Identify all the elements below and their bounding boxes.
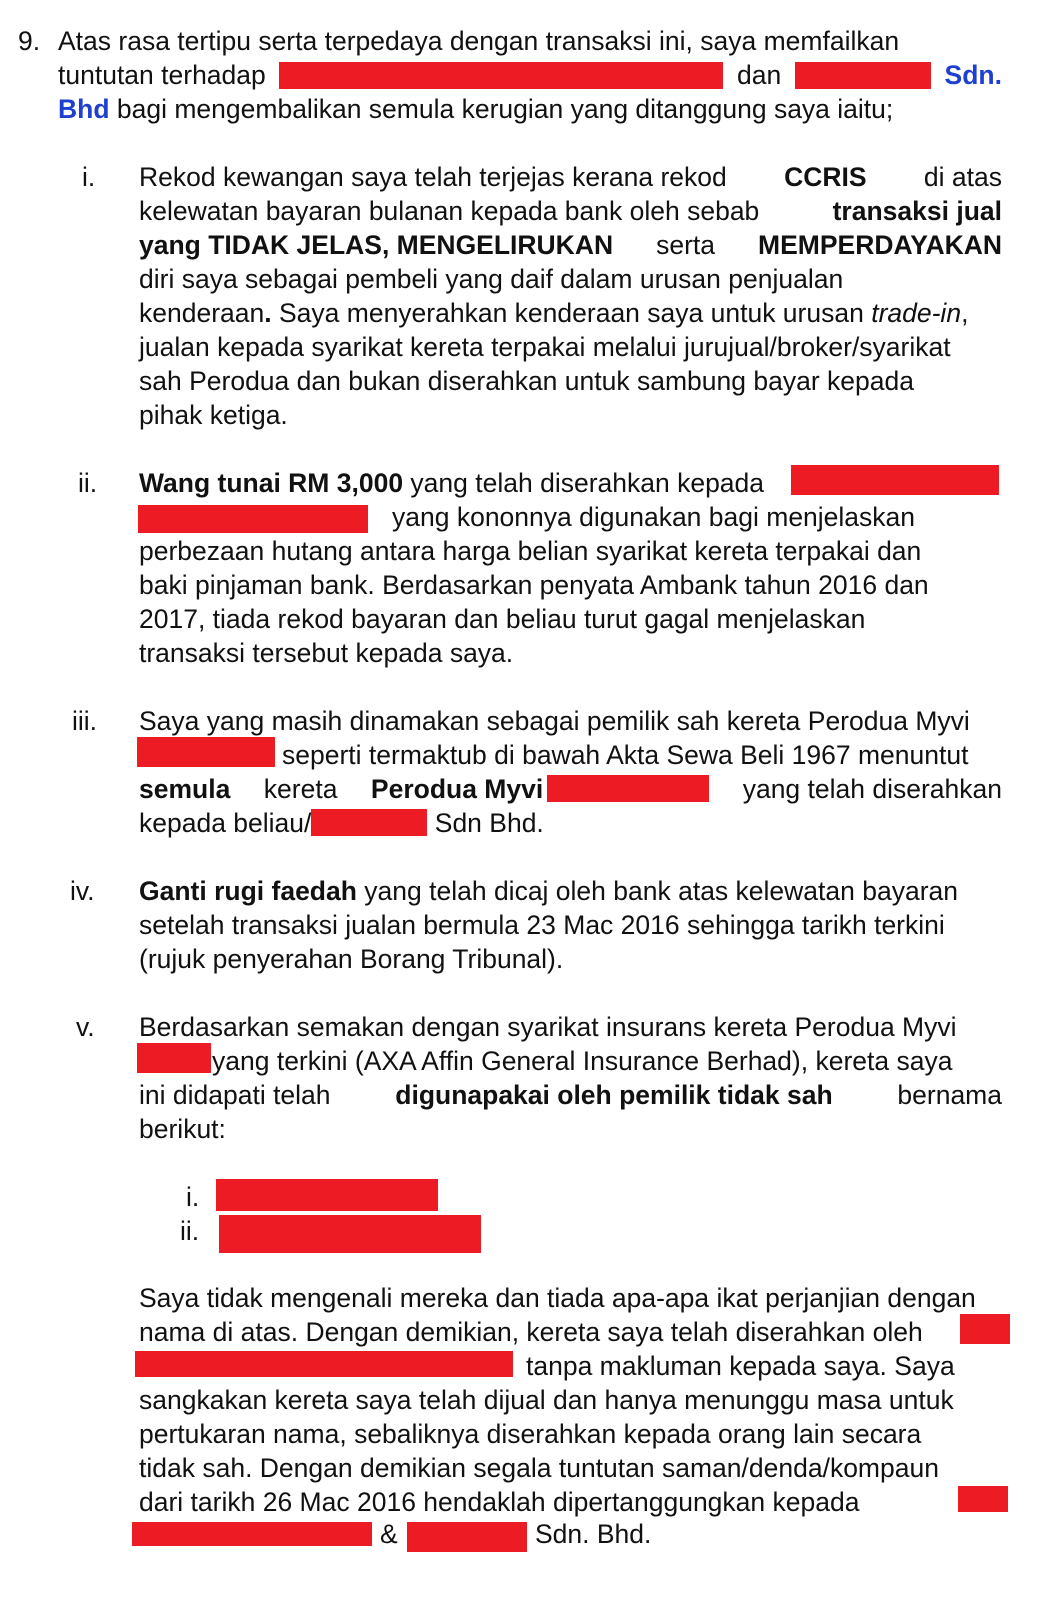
item-ii-line-1 <box>139 466 764 500</box>
text: tuntutan terhadap <box>58 60 266 90</box>
item-v-para-line-6 <box>139 1451 1002 1485</box>
text: seperti termaktub di bawah Akta Sewa Beli 1967 menuntut <box>282 740 969 770</box>
company-suffix: Sdn. <box>944 60 1002 90</box>
text: berikut: <box>139 1114 226 1144</box>
redaction-bar <box>311 809 427 836</box>
redaction-bar <box>960 1314 1010 1344</box>
item-v-para-line-5 <box>139 1417 1002 1451</box>
bold-text: Wang tunai RM 3,000 <box>139 468 404 498</box>
item-v-para-line-8 <box>535 1517 651 1551</box>
text: kelewatan bayaran bulanan kepada bank oleh sebab <box>139 196 760 226</box>
item-i-line-4 <box>139 262 1002 296</box>
redaction-bar <box>138 505 368 533</box>
company-suffix: Bhd <box>58 94 110 124</box>
text: kereta <box>263 774 338 804</box>
paragraph-number: 9. <box>18 26 41 56</box>
redaction-bar <box>216 1179 438 1211</box>
item-v-line-3 <box>139 1078 1002 1112</box>
redaction-bar <box>137 1043 211 1073</box>
italic-text: trade-in <box>871 298 962 328</box>
text: Rekod kewangan saya telah terjejas kerana rekod <box>139 162 727 192</box>
text: pihak ketiga. <box>139 400 288 430</box>
text: yang terkini (AXA Affin General Insurance Berhad), kereta saya <box>212 1046 953 1076</box>
redaction-bar <box>135 1351 513 1377</box>
item-i-line-8 <box>139 398 288 432</box>
redaction-bar <box>407 1522 527 1552</box>
item-v-line-1 <box>139 1010 1002 1044</box>
item-number: iii. <box>72 706 98 736</box>
item-iv-line-1 <box>139 874 958 908</box>
sub-item-number: i. <box>186 1182 200 1212</box>
item-iii-line-4 <box>139 806 544 840</box>
item-number: iv. <box>70 876 95 906</box>
item-v-para-line-2 <box>139 1315 923 1349</box>
text: 2017, tiada rekod bayaran dan beliau turut gagal menjelaskan <box>139 604 866 634</box>
text: diri saya sebagai pembeli yang daif dalam urusan penjualan <box>139 264 844 294</box>
bold-text: Perodua Myvi <box>370 774 544 804</box>
text: perbezaan hutang antara harga belian syarikat kereta terpakai dan <box>139 536 922 566</box>
sub-item-number: ii. <box>180 1216 200 1246</box>
text: & <box>380 1519 398 1549</box>
item-ii-line-5 <box>139 602 1002 636</box>
text: bernama <box>897 1080 1002 1110</box>
text: ini didapati telah <box>139 1080 331 1110</box>
text: serta <box>656 230 716 260</box>
bold-text: digunapakai oleh pemilik tidak sah <box>395 1080 833 1110</box>
text: yang telah dicaj oleh bank atas kelewatan bayaran <box>356 876 958 906</box>
item-iii-line-3 <box>139 772 1002 806</box>
text: tidak sah. Dengan demikian segala tuntutan saman/denda/kompaun <box>139 1453 939 1483</box>
item-ii-line-4 <box>139 568 1002 602</box>
redaction-bar <box>958 1486 1008 1512</box>
text: dari tarikh 26 Mac 2016 hendaklah dipertanggungkan kepada <box>139 1487 860 1517</box>
text: yang telah diserahkan <box>742 774 1002 804</box>
text: sah Perodua dan bukan diserahkan untuk sambung bayar kepada <box>139 366 914 396</box>
text: Sdn Bhd. <box>427 808 544 838</box>
p9-line-3 <box>58 92 893 126</box>
bold-text: MEMPERDAYAKAN <box>758 230 1002 260</box>
text: transaksi tersebut kepada saya. <box>139 638 514 668</box>
p9-line-2 <box>58 58 1002 92</box>
text: yang kononnya digunakan bagi menjelaskan <box>392 502 916 532</box>
bold-text: transaksi jual <box>832 196 1002 226</box>
redaction-bar <box>132 1522 372 1546</box>
item-i-line-5 <box>139 296 1002 330</box>
redaction-bar <box>279 62 723 89</box>
text: pertukaran nama, sebaliknya diserahkan kepada orang lain secara <box>139 1419 922 1449</box>
text: di atas <box>923 162 1002 192</box>
item-iii-line-1 <box>139 704 1002 738</box>
redaction-bar <box>137 737 275 767</box>
bold-text: . <box>264 298 272 328</box>
bold-text: semula <box>139 774 231 804</box>
text: nama di atas. Dengan demikian, kereta saya telah diserahkan oleh <box>139 1317 923 1347</box>
item-i-line-2 <box>139 194 1002 228</box>
item-i-line-7 <box>139 364 1002 398</box>
item-v-para-line-7 <box>139 1485 947 1519</box>
item-ii-line-6 <box>139 636 513 670</box>
item-iii-line-2 <box>282 738 1002 772</box>
item-i-line-6 <box>139 330 1002 364</box>
item-iv-line-2 <box>139 908 1002 942</box>
redaction-bar <box>219 1215 481 1253</box>
bold-text: Ganti rugi faedah <box>139 876 357 906</box>
text: (rujuk penyerahan Borang Tribunal). <box>139 944 564 974</box>
text: Saya yang masih dinamakan sebagai pemilik sah kereta Perodua Myvi <box>139 706 970 736</box>
text: Saya tidak mengenali mereka dan tiada apa-apa ikat perjanjian dengan <box>139 1283 976 1313</box>
text: bagi mengembalikan semula kerugian yang ditanggung saya iaitu; <box>116 94 894 124</box>
text: sangkakan kereta saya telah dijual dan hanya menunggu masa untuk <box>139 1385 954 1415</box>
item-v-line-2 <box>212 1044 1002 1078</box>
item-iv-line-3 <box>139 942 563 976</box>
text: baki pinjaman bank. Berdasarkan penyata Ambank tahun 2016 dan <box>139 570 929 600</box>
text: Berdasarkan semakan dengan syarikat insurans kereta Perodua Myvi <box>139 1012 957 1042</box>
item-v-para-line-4 <box>139 1383 1002 1417</box>
text: Saya menyerahkan kenderaan saya untuk urusan <box>271 298 872 328</box>
item-v-para-line-1 <box>139 1281 1002 1315</box>
item-number: i. <box>82 162 96 192</box>
bold-text: CCRIS <box>784 162 867 192</box>
text: yang telah diserahkan kepada <box>403 468 765 498</box>
text: Sdn. Bhd. <box>535 1519 652 1549</box>
p9-line-1 <box>58 24 1002 58</box>
item-v-line-4 <box>139 1112 226 1146</box>
text: Atas rasa tertipu serta terpedaya dengan transaksi ini, saya memfailkan <box>58 26 900 56</box>
item-v-para-line-3 <box>526 1349 1002 1383</box>
item-number: ii. <box>78 468 98 498</box>
text: setelah transaksi jualan bermula 23 Mac 2016 sehingga tarikh terkini <box>139 910 945 940</box>
item-ii-line-3 <box>139 534 1002 568</box>
text: dan <box>737 60 782 90</box>
item-i-line-3 <box>139 228 1002 262</box>
item-number: v. <box>76 1012 95 1042</box>
text: , <box>961 298 969 328</box>
redaction-bar <box>547 775 709 802</box>
item-ii-line-2 <box>392 500 1002 534</box>
text: kenderaan <box>139 298 265 328</box>
text: kepada beliau/ <box>139 808 312 838</box>
redaction-bar <box>791 465 999 495</box>
item-i-line-1 <box>139 160 1002 194</box>
bold-text: yang TIDAK JELAS, MENGELIRUKAN <box>139 230 614 260</box>
text: jualan kepada syarikat kereta terpakai melalui jurujual/broker/syarikat <box>139 332 951 362</box>
ampersand <box>380 1517 398 1551</box>
redaction-bar <box>795 62 931 89</box>
text: tanpa makluman kepada saya. Saya <box>526 1351 955 1381</box>
